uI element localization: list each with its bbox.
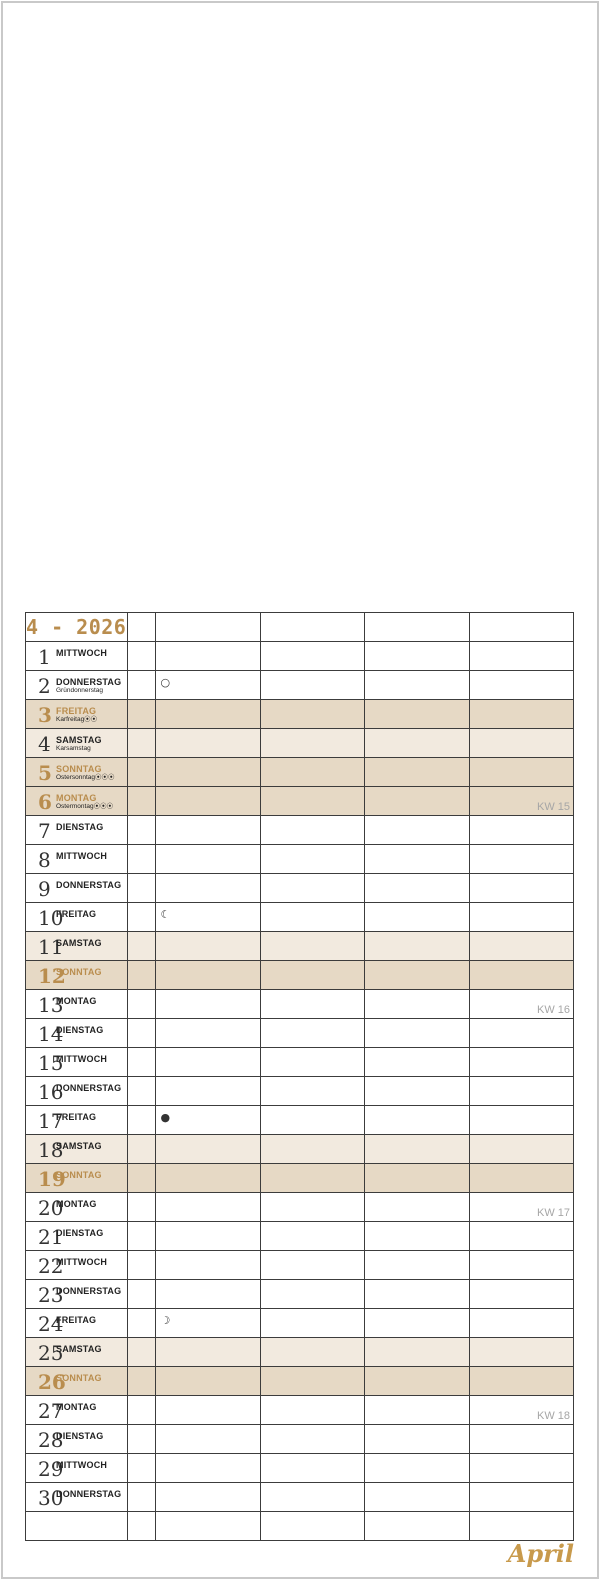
- empty-cell: [260, 1512, 364, 1541]
- entry-cell[interactable]: [469, 990, 573, 1019]
- entry-cell[interactable]: [469, 758, 573, 787]
- empty-cell: [469, 1512, 573, 1541]
- moon-phase-icon: ☽: [160, 1314, 171, 1327]
- day-number: 13: [38, 993, 64, 1017]
- holiday-name: Ostermontag⦿⦿⦿: [56, 803, 114, 810]
- day-row: [26, 1193, 574, 1222]
- narrow-cell: [128, 961, 156, 990]
- narrow-cell: [128, 1077, 156, 1106]
- entry-cell[interactable]: [365, 1396, 469, 1425]
- day-label-cell: [26, 816, 128, 845]
- entry-cell[interactable]: [156, 1309, 260, 1338]
- narrow-cell: [128, 1396, 156, 1425]
- weekday-name: SAMSTAG: [56, 938, 102, 948]
- narrow-cell: [128, 903, 156, 932]
- entry-cell[interactable]: [469, 787, 573, 816]
- weekday-name: MITTWOCH: [56, 1460, 108, 1470]
- entry-cell[interactable]: [260, 932, 364, 961]
- entry-cell[interactable]: [469, 1309, 573, 1338]
- day-label-cell: [26, 1396, 128, 1425]
- day-label-cell: [26, 1425, 128, 1454]
- entry-cell[interactable]: [469, 961, 573, 990]
- narrow-cell: [128, 642, 156, 671]
- entry-cell[interactable]: [260, 1338, 364, 1367]
- weekday-name: MITTWOCH: [56, 1257, 108, 1267]
- day-number: 9: [38, 877, 51, 901]
- entry-cell[interactable]: [469, 1425, 573, 1454]
- day-number: 20: [38, 1196, 64, 1220]
- entry-cell[interactable]: [469, 1251, 573, 1280]
- day-number: 16: [38, 1080, 64, 1104]
- narrow-cell: [128, 1193, 156, 1222]
- day-number: 25: [38, 1341, 64, 1365]
- entry-cell[interactable]: [260, 1309, 364, 1338]
- day-row: [26, 1077, 574, 1106]
- holiday-name: Karsamstag: [56, 745, 91, 752]
- day-row: [26, 642, 574, 671]
- entry-cell[interactable]: [260, 787, 364, 816]
- entry-cell[interactable]: [156, 845, 260, 874]
- entry-cell[interactable]: [365, 1048, 469, 1077]
- entry-cell[interactable]: [156, 758, 260, 787]
- entry-cell[interactable]: [469, 642, 573, 671]
- day-row: [26, 1048, 574, 1077]
- narrow-cell: [128, 1280, 156, 1309]
- entry-cell[interactable]: [469, 729, 573, 758]
- day-number: 10: [38, 906, 64, 930]
- day-row: [26, 1019, 574, 1048]
- narrow-cell: [128, 1048, 156, 1077]
- month-script-label: April: [507, 1539, 574, 1568]
- entry-cell[interactable]: [156, 816, 260, 845]
- entry-cell[interactable]: [469, 1106, 573, 1135]
- entry-cell[interactable]: [365, 961, 469, 990]
- calendar-grid: [25, 612, 574, 1541]
- header-cell: [365, 613, 469, 642]
- weekday-name: DONNERSTAG: [56, 677, 122, 687]
- moon-phase-icon: ☾: [160, 908, 171, 921]
- entry-cell[interactable]: [260, 816, 364, 845]
- entry-cell[interactable]: [469, 903, 573, 932]
- day-label-cell: [26, 990, 128, 1019]
- day-number: 4: [38, 732, 51, 756]
- entry-cell[interactable]: [260, 1106, 364, 1135]
- entry-cell[interactable]: [469, 932, 573, 961]
- day-label-cell: [26, 1077, 128, 1106]
- entry-cell[interactable]: [469, 1454, 573, 1483]
- entry-cell[interactable]: [365, 758, 469, 787]
- weekday-name: DIENSTAG: [56, 1228, 104, 1238]
- day-label-cell: [26, 671, 128, 700]
- day-number: 19: [38, 1167, 66, 1191]
- entry-cell[interactable]: [260, 903, 364, 932]
- entry-cell[interactable]: [469, 1164, 573, 1193]
- entry-cell[interactable]: [365, 671, 469, 700]
- weekday-name: FREITAG: [56, 1112, 97, 1122]
- entry-cell[interactable]: [260, 700, 364, 729]
- entry-cell[interactable]: [365, 874, 469, 903]
- weekday-name: MITTWOCH: [56, 1054, 108, 1064]
- entry-cell[interactable]: [156, 903, 260, 932]
- entry-cell[interactable]: [156, 1367, 260, 1396]
- narrow-cell: [128, 700, 156, 729]
- narrow-cell: [128, 1135, 156, 1164]
- day-label-cell: [26, 845, 128, 874]
- entry-cell[interactable]: [156, 671, 260, 700]
- weekday-name: MITTWOCH: [56, 648, 108, 658]
- empty-row: [26, 1512, 574, 1541]
- weekday-name: MONTAG: [56, 996, 97, 1006]
- narrow-cell: [128, 787, 156, 816]
- entry-cell[interactable]: [365, 1309, 469, 1338]
- day-label-cell: [26, 1164, 128, 1193]
- entry-cell[interactable]: [365, 729, 469, 758]
- entry-cell[interactable]: [156, 1251, 260, 1280]
- entry-cell[interactable]: [365, 1019, 469, 1048]
- day-row: [26, 1164, 574, 1193]
- entry-cell[interactable]: [156, 1338, 260, 1367]
- day-number: 27: [38, 1399, 64, 1423]
- entry-cell[interactable]: [156, 1077, 260, 1106]
- day-row: [26, 816, 574, 845]
- narrow-cell: [128, 729, 156, 758]
- day-row: [26, 1280, 574, 1309]
- entry-cell[interactable]: [365, 903, 469, 932]
- day-number: 11: [38, 935, 64, 959]
- day-number: 22: [38, 1254, 64, 1278]
- narrow-cell: [128, 874, 156, 903]
- day-row: [26, 1106, 574, 1135]
- entry-cell[interactable]: [365, 700, 469, 729]
- day-label-cell: [26, 1193, 128, 1222]
- entry-cell[interactable]: [260, 1193, 364, 1222]
- entry-cell[interactable]: [156, 787, 260, 816]
- narrow-cell: [128, 1106, 156, 1135]
- entry-cell[interactable]: [365, 990, 469, 1019]
- day-number: 1: [38, 645, 51, 669]
- entry-cell[interactable]: [260, 961, 364, 990]
- header-cell: [260, 613, 364, 642]
- day-label-cell: [26, 1280, 128, 1309]
- entry-cell[interactable]: [469, 1077, 573, 1106]
- weekday-name: FREITAG: [56, 706, 97, 716]
- holiday-name: Karfreitag⦿⦿: [56, 716, 98, 723]
- weekday-name: DONNERSTAG: [56, 1083, 122, 1093]
- entry-cell[interactable]: [260, 1454, 364, 1483]
- weekday-name: DONNERSTAG: [56, 880, 122, 890]
- day-label-cell: [26, 787, 128, 816]
- entry-cell[interactable]: [365, 1251, 469, 1280]
- weekday-name: SAMSTAG: [56, 1344, 102, 1354]
- entry-cell[interactable]: [365, 1106, 469, 1135]
- day-number: 7: [38, 819, 51, 843]
- entry-cell[interactable]: [260, 729, 364, 758]
- weekday-name: SAMSTAG: [56, 1141, 102, 1151]
- day-label-cell: [26, 1367, 128, 1396]
- entry-cell[interactable]: [469, 1193, 573, 1222]
- narrow-cell: [128, 1164, 156, 1193]
- day-row: [26, 729, 574, 758]
- entry-cell[interactable]: [156, 1425, 260, 1454]
- entry-cell[interactable]: [365, 932, 469, 961]
- entry-cell[interactable]: [156, 1019, 260, 1048]
- day-label-cell: [26, 1483, 128, 1512]
- narrow-cell: [128, 1309, 156, 1338]
- holiday-name: Gründonnerstag: [56, 687, 103, 694]
- entry-cell[interactable]: [365, 845, 469, 874]
- header-cell: [156, 613, 260, 642]
- day-row: [26, 1483, 574, 1512]
- holiday-name: Ostersonntag⦿⦿⦿: [56, 774, 115, 781]
- entry-cell[interactable]: [260, 642, 364, 671]
- entry-cell[interactable]: [156, 1280, 260, 1309]
- day-number: 15: [38, 1051, 64, 1075]
- entry-cell[interactable]: [156, 961, 260, 990]
- day-label-cell: [26, 1106, 128, 1135]
- entry-cell[interactable]: [365, 642, 469, 671]
- weekday-name: MITTWOCH: [56, 851, 108, 861]
- weekday-name: MONTAG: [56, 1199, 97, 1209]
- entry-cell[interactable]: [156, 700, 260, 729]
- day-row: [26, 1338, 574, 1367]
- moon-phase-icon: ●: [160, 1111, 171, 1124]
- narrow-cell: [128, 758, 156, 787]
- entry-cell[interactable]: [260, 874, 364, 903]
- day-row: [26, 1454, 574, 1483]
- weekday-name: SAMSTAG: [56, 735, 102, 745]
- entry-cell[interactable]: [156, 1454, 260, 1483]
- entry-cell[interactable]: [365, 816, 469, 845]
- weekday-name: DONNERSTAG: [56, 1489, 122, 1499]
- day-row: [26, 1425, 574, 1454]
- entry-cell[interactable]: [260, 1483, 364, 1512]
- entry-cell[interactable]: [260, 1367, 364, 1396]
- day-number: 5: [38, 761, 52, 785]
- calendar-week-label: KW 15: [536, 801, 570, 813]
- narrow-cell: [128, 1251, 156, 1280]
- entry-cell[interactable]: [365, 1135, 469, 1164]
- entry-cell[interactable]: [365, 1338, 469, 1367]
- weekday-name: DIENSTAG: [56, 822, 104, 832]
- moon-phase-icon: ○: [160, 676, 171, 689]
- day-label-cell: [26, 1338, 128, 1367]
- day-row: [26, 758, 574, 787]
- day-row: [26, 874, 574, 903]
- narrow-cell: [128, 1483, 156, 1512]
- weekday-name: MONTAG: [56, 1402, 97, 1412]
- narrow-cell: [128, 1425, 156, 1454]
- day-row: [26, 1396, 574, 1425]
- entry-cell[interactable]: [156, 990, 260, 1019]
- day-number: 14: [38, 1022, 64, 1046]
- entry-cell[interactable]: [260, 1019, 364, 1048]
- header-cell: [128, 613, 156, 642]
- entry-cell[interactable]: [469, 816, 573, 845]
- narrow-cell: [128, 1338, 156, 1367]
- empty-cell: [156, 1512, 260, 1541]
- day-label-cell: [26, 758, 128, 787]
- calendar-week-label: KW 16: [536, 1004, 570, 1016]
- weekday-name: SONNTAG: [56, 1373, 102, 1383]
- weekday-name: FREITAG: [56, 909, 97, 919]
- narrow-cell: [128, 990, 156, 1019]
- day-label-cell: [26, 932, 128, 961]
- month-year-title: 4 - 2026: [26, 613, 128, 642]
- entry-cell[interactable]: [469, 671, 573, 700]
- weekday-name: SONNTAG: [56, 764, 102, 774]
- entry-cell[interactable]: [260, 1251, 364, 1280]
- narrow-cell: [128, 1367, 156, 1396]
- entry-cell[interactable]: [365, 787, 469, 816]
- day-row: [26, 1367, 574, 1396]
- narrow-cell: [128, 671, 156, 700]
- entry-cell[interactable]: [365, 1425, 469, 1454]
- day-label-cell: [26, 1135, 128, 1164]
- entry-cell[interactable]: [156, 642, 260, 671]
- entry-cell[interactable]: [156, 1106, 260, 1135]
- entry-cell[interactable]: [469, 700, 573, 729]
- entry-cell[interactable]: [365, 1164, 469, 1193]
- entry-cell[interactable]: [469, 1338, 573, 1367]
- entry-cell[interactable]: [469, 1048, 573, 1077]
- day-row: [26, 990, 574, 1019]
- weekday-name: SONNTAG: [56, 1170, 102, 1180]
- empty-cell: [365, 1512, 469, 1541]
- day-number: 3: [38, 703, 52, 727]
- entry-cell[interactable]: [469, 874, 573, 903]
- day-number: 21: [38, 1225, 64, 1249]
- calendar-week-label: KW 17: [536, 1207, 570, 1219]
- day-row: [26, 961, 574, 990]
- narrow-cell: [128, 1019, 156, 1048]
- entry-cell[interactable]: [156, 932, 260, 961]
- entry-cell[interactable]: [365, 1454, 469, 1483]
- weekday-name: DIENSTAG: [56, 1431, 104, 1441]
- day-row: [26, 932, 574, 961]
- day-label-cell: [26, 1251, 128, 1280]
- day-label-cell: [26, 700, 128, 729]
- entry-cell[interactable]: [260, 845, 364, 874]
- entry-cell[interactable]: [156, 1193, 260, 1222]
- day-label-cell: [26, 729, 128, 758]
- entry-cell[interactable]: [156, 1483, 260, 1512]
- day-number: 26: [38, 1370, 66, 1394]
- narrow-cell: [128, 845, 156, 874]
- narrow-cell: [128, 932, 156, 961]
- day-number: 18: [38, 1138, 64, 1162]
- entry-cell[interactable]: [156, 1135, 260, 1164]
- day-row: [26, 1309, 574, 1338]
- entry-cell[interactable]: [469, 1280, 573, 1309]
- entry-cell[interactable]: [469, 1396, 573, 1425]
- day-number: 12: [38, 964, 66, 988]
- day-row: [26, 1222, 574, 1251]
- entry-cell[interactable]: [156, 874, 260, 903]
- entry-cell[interactable]: [469, 1019, 573, 1048]
- entry-cell[interactable]: [365, 1483, 469, 1512]
- empty-cell: [128, 1512, 156, 1541]
- day-row: [26, 787, 574, 816]
- entry-cell[interactable]: [469, 1135, 573, 1164]
- entry-cell[interactable]: [260, 1164, 364, 1193]
- entry-cell[interactable]: [156, 1048, 260, 1077]
- header-cell: [469, 613, 573, 642]
- entry-cell[interactable]: [260, 1077, 364, 1106]
- entry-cell[interactable]: [469, 845, 573, 874]
- day-row: [26, 1135, 574, 1164]
- entry-cell[interactable]: [156, 729, 260, 758]
- day-label-cell: [26, 874, 128, 903]
- weekday-name: DONNERSTAG: [56, 1286, 122, 1296]
- entry-cell[interactable]: [260, 1048, 364, 1077]
- entry-cell[interactable]: [260, 1135, 364, 1164]
- narrow-cell: [128, 1222, 156, 1251]
- narrow-cell: [128, 1454, 156, 1483]
- entry-cell[interactable]: [469, 1222, 573, 1251]
- entry-cell[interactable]: [365, 1193, 469, 1222]
- day-number: 17: [38, 1109, 64, 1133]
- calendar-week-label: KW 18: [536, 1410, 570, 1422]
- day-row: [26, 845, 574, 874]
- entry-cell[interactable]: [260, 671, 364, 700]
- day-number: 23: [38, 1283, 64, 1307]
- entry-cell[interactable]: [260, 1222, 364, 1251]
- weekday-name: SONNTAG: [56, 967, 102, 977]
- day-number: 2: [38, 674, 51, 698]
- day-number: 28: [38, 1428, 64, 1452]
- entry-cell[interactable]: [260, 1280, 364, 1309]
- day-number: 29: [38, 1457, 64, 1481]
- entry-cell[interactable]: [260, 990, 364, 1019]
- day-label-cell: [26, 1048, 128, 1077]
- entry-cell[interactable]: [469, 1483, 573, 1512]
- entry-cell[interactable]: [365, 1077, 469, 1106]
- day-row: [26, 903, 574, 932]
- day-label-cell: [26, 1309, 128, 1338]
- entry-cell[interactable]: [260, 1396, 364, 1425]
- header-row: [26, 613, 574, 642]
- weekday-name: DIENSTAG: [56, 1025, 104, 1035]
- entry-cell[interactable]: [365, 1367, 469, 1396]
- narrow-cell: [128, 816, 156, 845]
- day-label-cell: [26, 961, 128, 990]
- entry-cell[interactable]: [260, 758, 364, 787]
- day-number: 6: [38, 790, 52, 814]
- weekday-name: MONTAG: [56, 793, 97, 803]
- entry-cell[interactable]: [156, 1164, 260, 1193]
- day-label-cell: [26, 1222, 128, 1251]
- empty-cell: [26, 1512, 128, 1541]
- day-label-cell: [26, 642, 128, 671]
- entry-cell[interactable]: [365, 1222, 469, 1251]
- entry-cell[interactable]: [156, 1222, 260, 1251]
- day-row: [26, 1251, 574, 1280]
- entry-cell[interactable]: [156, 1396, 260, 1425]
- day-label-cell: [26, 1019, 128, 1048]
- day-number: 8: [38, 848, 51, 872]
- day-label-cell: [26, 1454, 128, 1483]
- weekday-name: FREITAG: [56, 1315, 97, 1325]
- entry-cell[interactable]: [469, 1367, 573, 1396]
- day-row: [26, 700, 574, 729]
- day-label-cell: [26, 903, 128, 932]
- entry-cell[interactable]: [260, 1425, 364, 1454]
- day-row: [26, 671, 574, 700]
- entry-cell[interactable]: [365, 1280, 469, 1309]
- day-number: 30: [38, 1486, 64, 1510]
- day-number: 24: [38, 1312, 64, 1336]
